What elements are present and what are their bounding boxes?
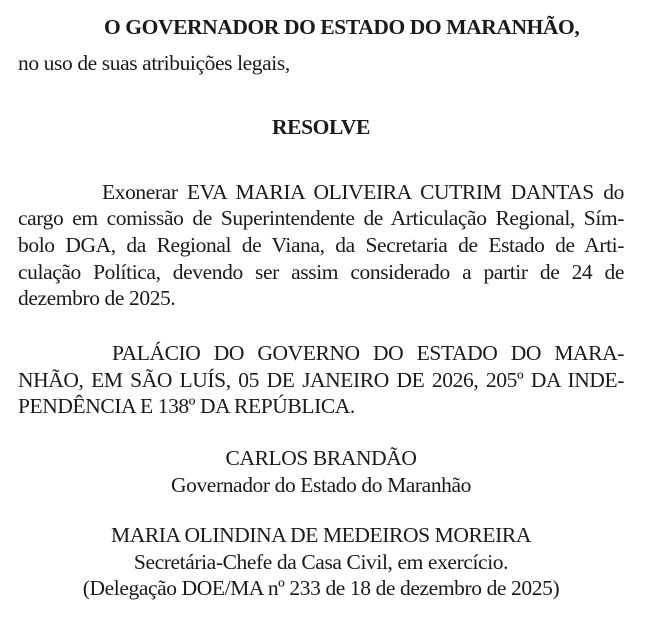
closing-line: NHÃO, EM SÃO LUÍS, 05 DE JANEIRO DE 2026, 205º DA INDE- xyxy=(18,368,624,392)
signatory-role: Governador do Estado do Maranhão xyxy=(170,473,472,497)
body-line: cargo em comissão de Superintendente de Articulação Regional, Sím- xyxy=(18,206,624,230)
decree-preamble: no uso de suas atribuições legais, xyxy=(18,51,290,75)
closing-line: PENDÊNCIA E 138º DA REPÚBLICA. xyxy=(18,394,355,418)
signatory-role: Secretária-Chefe da Casa Civil, em exercício. xyxy=(133,550,509,574)
decree-heading: O GOVERNADOR DO ESTADO DO MARANHÃO, xyxy=(104,15,580,39)
body-line: dezembro de 2025. xyxy=(18,286,176,310)
signatory-name: MARIA OLINDINA DE MEDEIROS MOREIRA xyxy=(111,523,531,547)
body-line: culação Política, devendo ser assim considerado a partir de 24 de xyxy=(18,260,624,284)
closing-line: PALÁCIO DO GOVERNO DO ESTADO DO MARA- xyxy=(112,341,624,365)
body-line: bolo DGA, da Regional de Viana, da Secretaria de Estado de Arti- xyxy=(18,233,624,257)
resolve-heading: RESOLVE xyxy=(272,115,370,139)
delegation-note: (Delegação DOE/MA nº 233 de 18 de dezembro de 2025) xyxy=(82,576,560,600)
signatory-name: CARLOS BRANDÃO xyxy=(225,446,417,470)
body-line: Exonerar EVA MARIA OLIVEIRA CUTRIM DANTAS do xyxy=(102,180,624,204)
